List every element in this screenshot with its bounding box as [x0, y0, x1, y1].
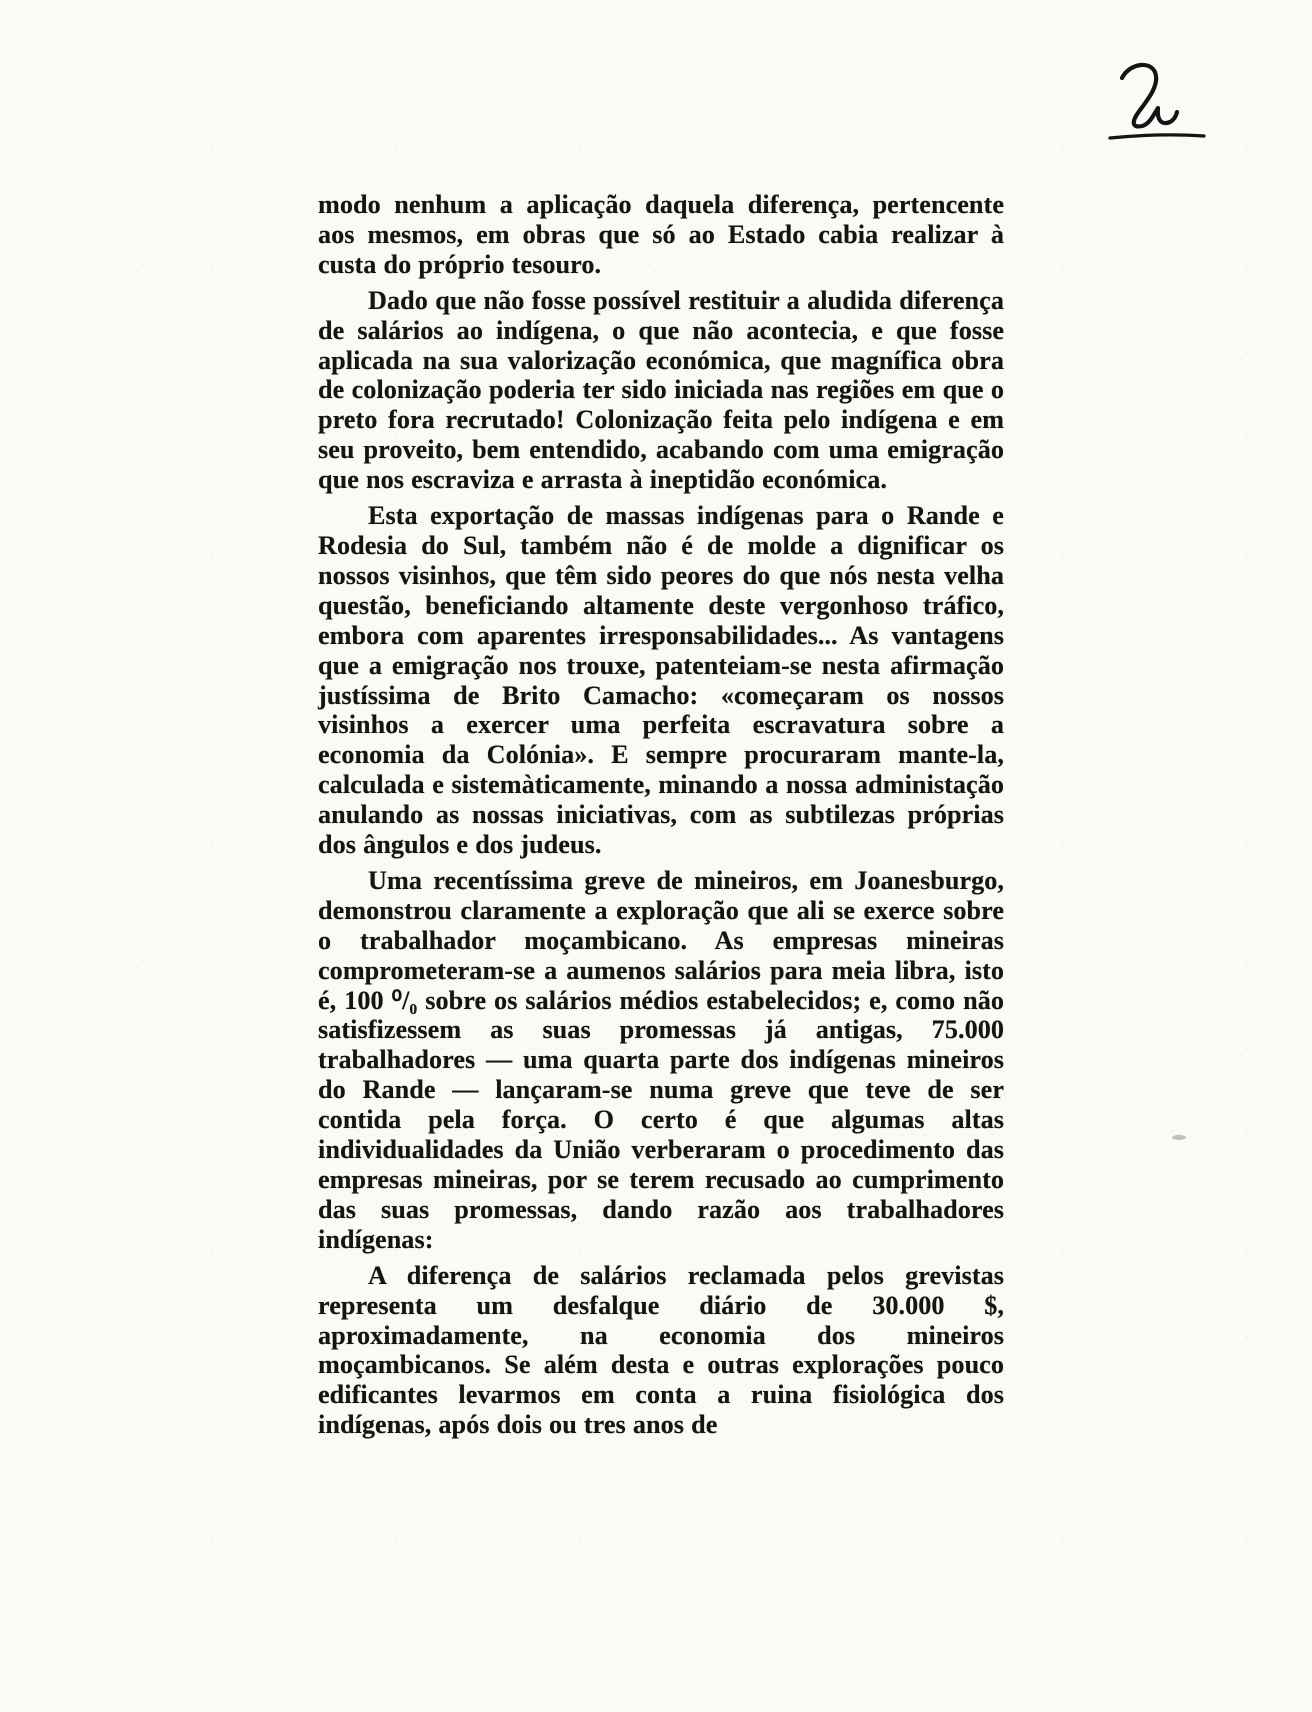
- paper-smudge: [1172, 1135, 1186, 1140]
- paragraph-strike: Uma recentíssima greve de mineiros, em Joanesburgo, demonstrou claramente a exploração que ali se exerce sobre o trabalhador moçambicano. As empresas mineiras comprometeram-se a aumenos salários para meia libra, isto é, 100 ⁰/₀ sobre os salários médios estabelecidos; e, como não satisfizessem as suas promessas já antigas, 75.000 trabalhadores — uma quarta parte dos indígenas mineiros do Rande — lançaram-se numa greve que teve de ser contida pela força. O certo é que algumas altas individualidades da União verberaram o procedimento das empresas mineiras, por se terem recusado ao cumprimento das suas promessas, dando razão aos trabalhadores indígenas:: [318, 865, 1004, 1254]
- paragraph-continuation: modo nenhum a aplicação daquela diferença, pertencente aos mesmos, em obras que só ao Estado cabia realizar à custa do próprio tesouro.: [318, 190, 1004, 279]
- article-text: [318, 190, 1004, 1440]
- paragraph-wage-difference: A diferença de salários reclamada pelos grevistas representa um desfalque diário de 30.000 $, aproximadamente, na economia dos mineiros moçambicanos. Se além desta e outras explorações pouco edificantes levarmos em conta a ruina fisiológica dos indígenas, após dois ou tres anos de: [318, 1260, 1004, 1440]
- handwritten-page-number-drawing: [1100, 56, 1210, 146]
- handwritten-page-number: [1100, 56, 1210, 146]
- paragraph-exportation: Esta exportação de massas indígenas para o Rande e Rodesia do Sul, também não é de molde a dignificar os nossos visinhos, que têm sido peores do que nós nesta velha questão, beneficiando altamente deste vergonhoso tráfico, embora com aparentes irresponsabilidades... As vantagens que a emigração nos trouxe, patenteiam-se nesta afirmação justíssima de Brito Camacho: «começaram os nossos visinhos a exercer uma perfeita escravatura sobre a economia da Colónia». E sempre procuraram mante-la, calculada e sistemàticamente, minando a nossa administação anulando as nossas iniciativas, com as subtilezas próprias dos ângulos e dos judeus.: [318, 501, 1004, 860]
- paragraph-colonization: Dado que não fosse possível restituir a aludida diferença de salários ao indígena, o que não acontecia, e que fosse aplicada na sua valorização económica, que magnífica obra de colonização poderia ter sido iniciada nas regiões em que o preto fora recrutado! Colonização feita pelo indígena e em seu proveito, bem entendido, acabando com uma emigração que nos escraviza e arrasta à ineptidão económica.: [318, 285, 1004, 495]
